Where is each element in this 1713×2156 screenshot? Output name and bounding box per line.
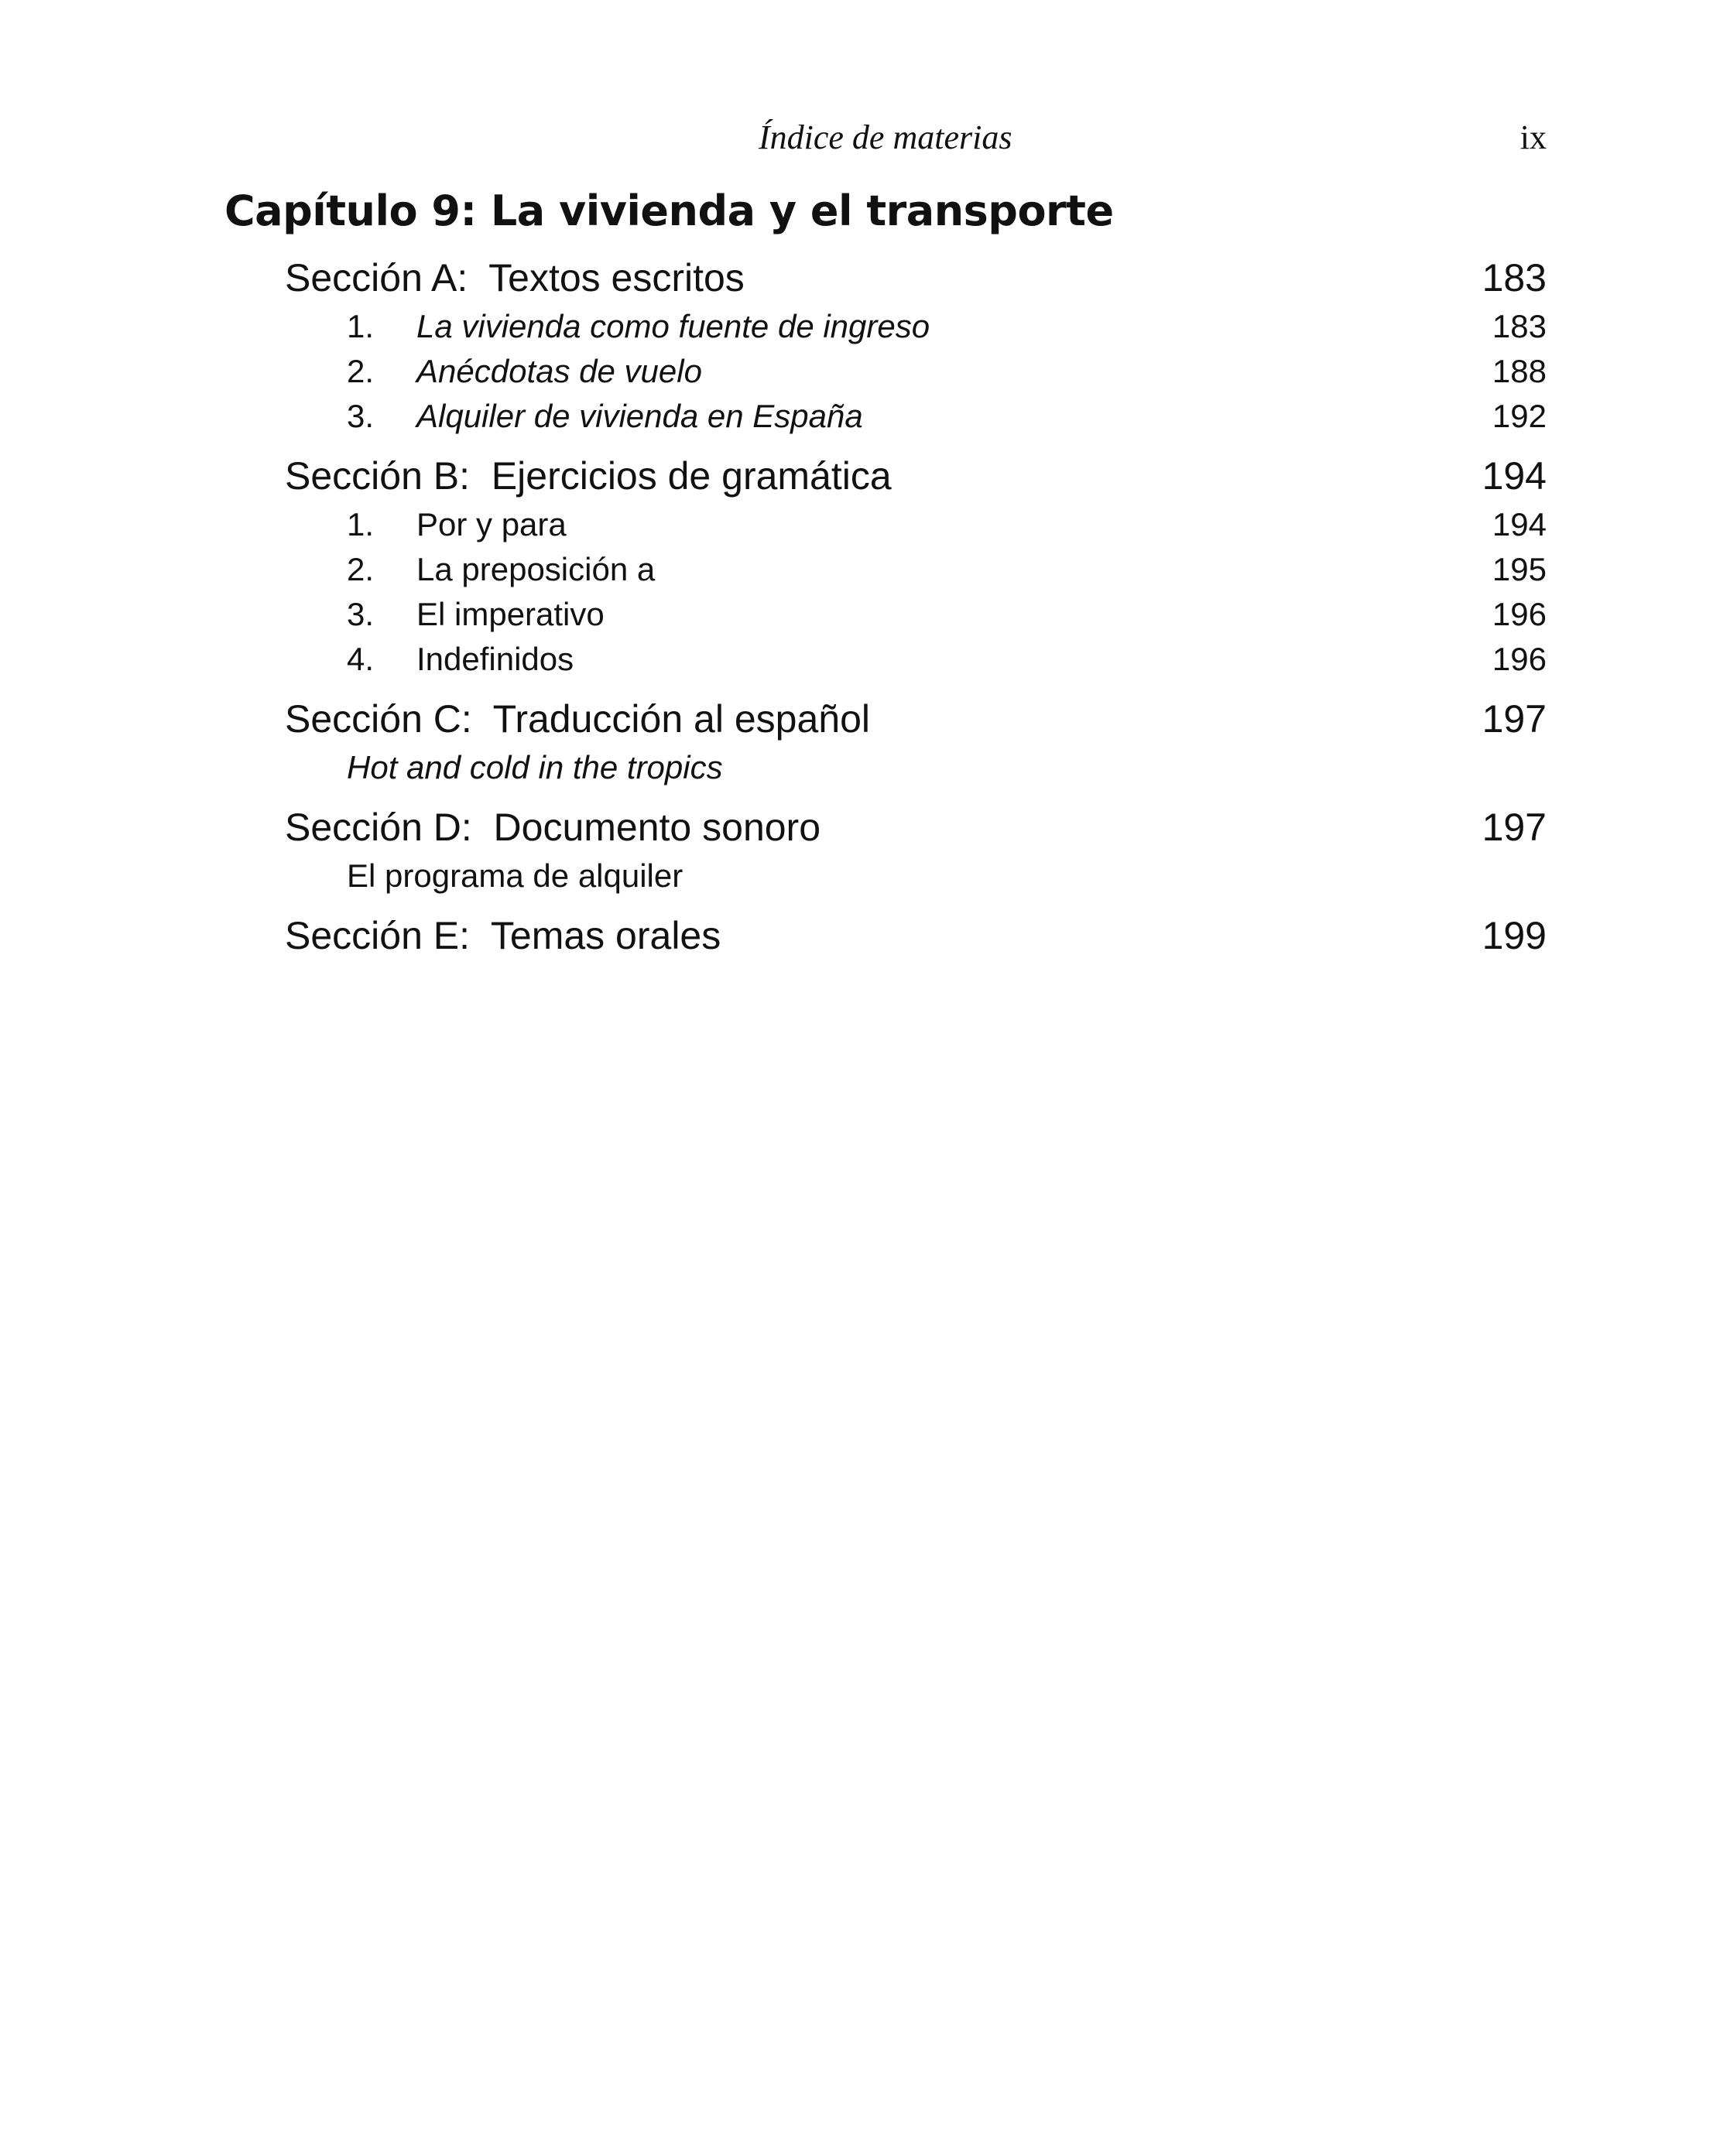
section-label: Sección A: Textos escritos (285, 256, 745, 299)
item-page-number: 195 (1492, 551, 1547, 587)
running-header (0, 115, 1713, 161)
section-heading-row (285, 450, 1547, 502)
item-page-number: 192 (1492, 398, 1547, 434)
running-title: Índice de materias (759, 118, 1012, 156)
item-number: 2. (347, 551, 375, 587)
section-b (285, 450, 1547, 682)
item-number: 2. (347, 353, 375, 389)
item-page-number: 194 (1492, 506, 1547, 542)
item-number: 1. (347, 506, 375, 542)
section-d (285, 801, 1547, 898)
section-subtitle: Hot and cold in the tropics (347, 749, 723, 785)
item-page-number: 196 (1492, 596, 1547, 632)
section-e (285, 909, 1547, 962)
section-heading-row (285, 693, 1547, 745)
item-page-number: 188 (1492, 353, 1547, 389)
section-page-number: 197 (1482, 806, 1547, 849)
section-label: Sección B: Ejercicios de gramática (285, 454, 892, 498)
section-a (285, 252, 1547, 439)
item-page-number: 196 (1492, 641, 1547, 677)
toc-item (285, 304, 1547, 349)
item-title: Por y para (416, 506, 567, 542)
toc-item (285, 592, 1547, 637)
section-heading-row (285, 801, 1547, 854)
item-number: 4. (347, 641, 375, 677)
toc-item (285, 637, 1547, 682)
item-title: La preposición a (416, 551, 656, 587)
section-label: Sección E: Temas orales (285, 914, 721, 957)
section-page-number: 194 (1482, 454, 1547, 498)
section-heading-row (285, 909, 1547, 962)
item-page-number: 183 (1492, 308, 1547, 344)
section-c (285, 693, 1547, 790)
toc-item (285, 394, 1547, 439)
section-page-number: 199 (1482, 914, 1547, 957)
toc-item (285, 349, 1547, 394)
item-title: Alquiler de vivienda en España (416, 398, 863, 434)
item-number: 3. (347, 596, 375, 632)
item-title: La vivienda como fuente de ingreso (416, 308, 930, 344)
toc-item (285, 547, 1547, 592)
section-label: Sección D: Documento sonoro (285, 806, 821, 849)
table-of-contents (285, 252, 1547, 973)
toc-item (285, 502, 1547, 547)
section-heading-row (285, 252, 1547, 304)
section-subtitle: El programa de alquiler (347, 857, 683, 894)
page-number: ix (1519, 118, 1547, 156)
item-title: El imperativo (416, 596, 605, 632)
section-label: Sección C: Traducción al español (285, 697, 870, 741)
item-number: 1. (347, 308, 375, 344)
chapter-title: Capítulo 9: La vivienda y el transporte (224, 187, 1114, 235)
section-page-number: 183 (1482, 256, 1547, 299)
item-title: Anécdotas de vuelo (416, 353, 702, 389)
item-number: 3. (347, 398, 375, 434)
section-page-number: 197 (1482, 697, 1547, 741)
item-title: Indefinidos (416, 641, 574, 677)
